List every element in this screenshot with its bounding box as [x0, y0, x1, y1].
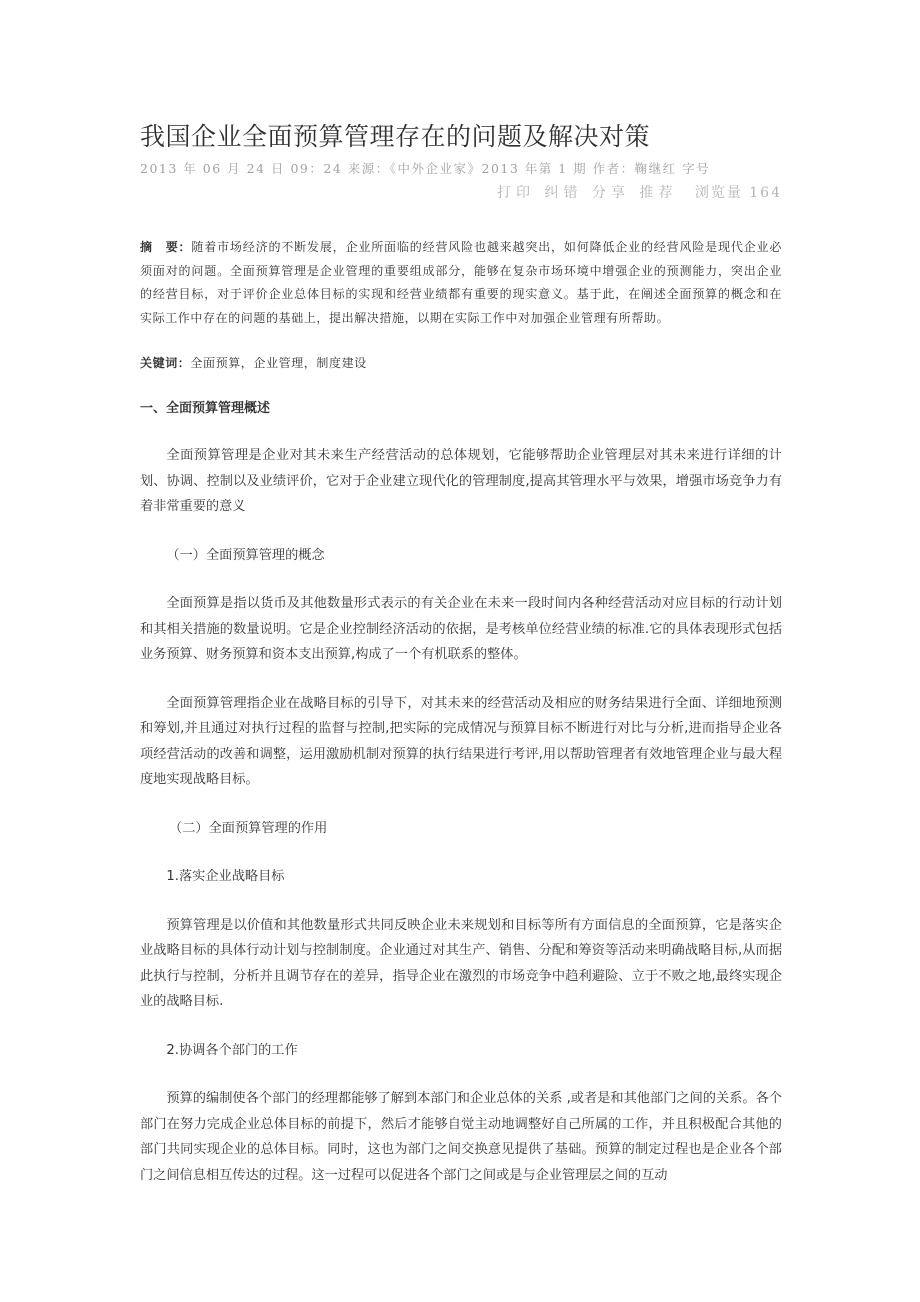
article-title: 我国企业全面预算管理存在的问题及解决对策 — [140, 122, 651, 151]
keywords — [140, 352, 782, 374]
recommend-link[interactable]: 推荐 — [639, 185, 678, 201]
point-title: 2.协调各个部门的工作 — [166, 1042, 298, 1058]
subsection-title: （一）全面预算管理的概念 — [166, 547, 325, 563]
paragraph: 预算管理是以价值和其他数量形式共同反映企业未来规划和目标等所有方面信息的全面预算，它是落实企业战略目标的具体行动计划与控制制度。企业通过对其生产、销售、分配和筹资等活动来明确战略目标,从而据此执行与控制，分析并且调节存在的差异，指导企业在激烈的市场竞争中趋利避险、立于不败之地,最终实现企业的战略目标. — [140, 917, 783, 1009]
share-link[interactable]: 分享 — [591, 185, 630, 201]
report-error-link[interactable]: 纠错 — [544, 185, 583, 201]
keywords-label: 关键词： — [140, 356, 191, 370]
keywords-text: 全面预算，企业管理，制度建设 — [190, 356, 367, 370]
abstract-label: 摘 要： — [140, 240, 192, 254]
point-title: 1.落实企业战略目标 — [166, 869, 285, 884]
article-meta: 2013 年 06 月 24 日 09：24 来源：《中外企业家》2013 年第 1 期 作者：鞠继红 字号 — [140, 161, 711, 176]
abstract — [140, 236, 782, 330]
paragraph: 全面预算管理指企业在战略目标的引导下，对其未来的经营活动及相应的财务结果进行全面、详细地预测和筹划,并且通过对执行过程的监督与控制,把实际的完成情况与预算目标不断进行对比与分析,进而指导企业各项经营活动的改善和调整，运用激励机制对预算的执行结果进行考评,用以帮助管理者有效地管理企业与最大程度地实现战略目标。 — [140, 695, 782, 787]
print-link[interactable]: 打印 — [497, 185, 536, 201]
view-count: 浏览量 164 — [694, 185, 782, 201]
paragraph: 全面预算是指以货币及其他数量形式表示的有关企业在未来一段时间内各种经营活动对应目标的行动计划和其相关措施的数量说明。它是企业控制经济活动的依据，是考核单位经营业绩的标准.它的具体表现形式包括业务预算、财务预算和资本支出预算,构成了一个有机联系的整体。 — [140, 596, 782, 662]
section-heading: 一、全面预算管理概述 — [140, 401, 271, 416]
article-page — [140, 118, 782, 1201]
paragraph: 全面预算管理是企业对其未来生产经营活动的总体规划，它能够帮助企业管理层对其未来进行详细的计划、协调、控制以及业绩评价，它对于企业建立现代化的管理制度,提高其管理水平与效果，增强市场竞争力有着非常重要的意义 — [140, 448, 782, 514]
article-actions — [140, 180, 782, 206]
subsection-title: （二）全面预算管理的作用 — [169, 820, 328, 836]
abstract-text: 随着市场经济的不断发展，企业所面临的经营风险也越来越突出，如何降低企业的经营风险是现代企业必须面对的问题。全面预算管理是企业管理的重要组成部分，能够在复杂市场环境中增强企业的预测能力，突出企业的经营目标，对于评价企业总体目标的实现和经营业绩都有重要的现实意义。基于此，在阐述全面预算的概念和在实际工作中存在的问题的基础上，提出解决措施，以期在实际工作中对加强企业管理有所帮助。 — [140, 240, 783, 325]
paragraph: 预算的编制使各个部门的经理都能够了解到本部门和企业总体的关系 ,或者是和其他部门之间的关系。各个部门在努力完成企业总体目标的前提下，然后才能够自觉主动地调整好自己所属的工作，并且积极配合其他的部门共同实现企业的总体目标。同时，这也为部门之间交换意见提供了基础。预算的制定过程也是企业各个部门之间信息相互传达的过程。这一过程可以促进各个部门之间或是与企业管理层之间的互动 — [140, 1091, 782, 1183]
